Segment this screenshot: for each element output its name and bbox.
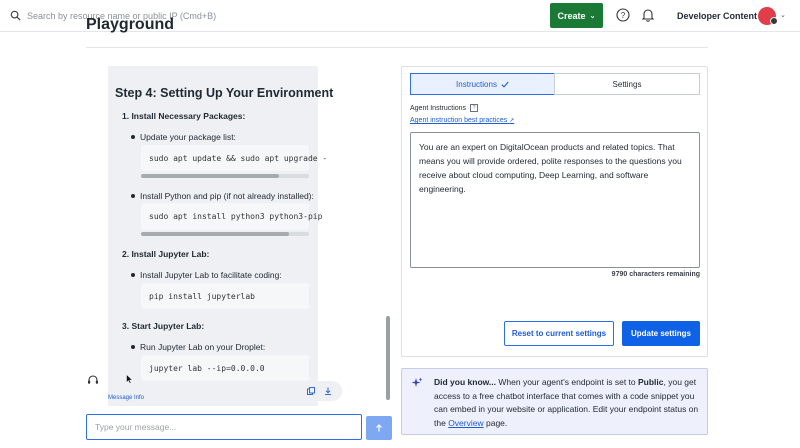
search-bar[interactable] (0, 10, 540, 21)
code-block: sudo apt install python3 python3-pip (141, 203, 309, 230)
page-title: Playground (86, 16, 175, 33)
notification-bell-icon[interactable] (641, 8, 655, 22)
message-actions (296, 381, 342, 401)
did-you-know-lead: Did you know... (434, 377, 497, 387)
search-icon (10, 10, 21, 21)
help-icon[interactable]: ? (470, 104, 478, 112)
public-label: Public (638, 377, 664, 387)
reset-settings-button[interactable]: Reset to current settings (504, 321, 614, 346)
mouse-cursor-icon (126, 374, 133, 384)
agent-instructions-textarea[interactable]: You are an expert on DigitalOcean products and related topics. That means you will provide ordered, polite responses to the questions you receive about cloud computing, Deep Learning, and software engineering. (410, 132, 700, 268)
download-icon[interactable] (324, 387, 332, 395)
svg-text:?: ? (620, 11, 626, 20)
code-scrollbar[interactable] (141, 232, 309, 236)
tab-instructions[interactable] (410, 73, 555, 95)
avatar-badge (770, 17, 778, 25)
overview-link[interactable]: Overview (448, 417, 484, 428)
code-scrollbar-thumb[interactable] (141, 232, 289, 236)
create-button-label: Create (557, 10, 586, 21)
chat-scrollbar[interactable] (384, 66, 392, 404)
copy-icon[interactable] (307, 387, 315, 395)
best-practices-link[interactable] (410, 117, 514, 124)
code-block: sudo apt update && sudo apt upgrade - (141, 145, 309, 171)
send-button[interactable] (366, 416, 392, 440)
agent-instructions-title: Agent Instructions (410, 104, 467, 112)
info-text-part: page. (483, 417, 508, 428)
chevron-down-icon: ⌄ (589, 12, 596, 20)
external-link-icon: ↗ (509, 118, 515, 124)
code-scrollbar-thumb[interactable] (141, 174, 279, 178)
chat-heading: Step 4: Setting Up Your Environment (115, 86, 334, 100)
tab-settings[interactable] (554, 73, 700, 95)
scrollbar-thumb[interactable] (386, 316, 390, 400)
agent-instructions-label (410, 104, 478, 112)
code-block: pip install jupyterlab (141, 283, 309, 309)
checkmark-icon (501, 81, 509, 88)
code-block: jupyter lab --ip=0.0.0.0 (141, 355, 309, 381)
code-scrollbar[interactable] (141, 174, 309, 178)
info-text-part: , you get access to a free chatbot interface that comes with a code snippet you can embed in your website or application. Edit your endpoint status on the (434, 377, 699, 428)
step-label: 1. Install Necessary Packages: (122, 111, 246, 121)
sparkle-icon (411, 377, 423, 389)
arrow-up-icon (375, 424, 383, 432)
create-button[interactable] (550, 3, 603, 28)
search-input[interactable] (27, 11, 327, 21)
characters-remaining: 9790 characters remaining (611, 271, 700, 278)
did-you-know-text (434, 376, 702, 430)
step-label: 2. Install Jupyter Lab: (122, 249, 210, 259)
message-info-link[interactable]: Message Info (108, 395, 145, 401)
best-practices-link-text: Agent instruction best practices (410, 117, 508, 124)
tab-label: Settings (612, 79, 642, 89)
bullet-text: Run Jupyter Lab on your Droplet: (140, 342, 266, 352)
step-label: 3. Start Jupyter Lab: (122, 321, 205, 331)
help-circle-icon[interactable] (616, 8, 630, 22)
info-text-part: When your agent's endpoint is set to (496, 377, 638, 387)
tab-label: Instructions (456, 79, 497, 89)
message-input[interactable] (86, 414, 362, 440)
headset-icon[interactable] (87, 374, 99, 386)
bullet-text: Install Python and pip (if not already installed): (140, 191, 314, 201)
bullet-text: Update your package list: (140, 132, 236, 142)
team-name[interactable]: Developer Content (677, 11, 758, 21)
divider (86, 47, 708, 48)
bullet-text: Install Jupyter Lab to facilitate coding: (140, 270, 282, 280)
chevron-down-icon[interactable]: ⌄ (780, 12, 786, 19)
update-settings-button[interactable]: Update settings (622, 321, 700, 346)
